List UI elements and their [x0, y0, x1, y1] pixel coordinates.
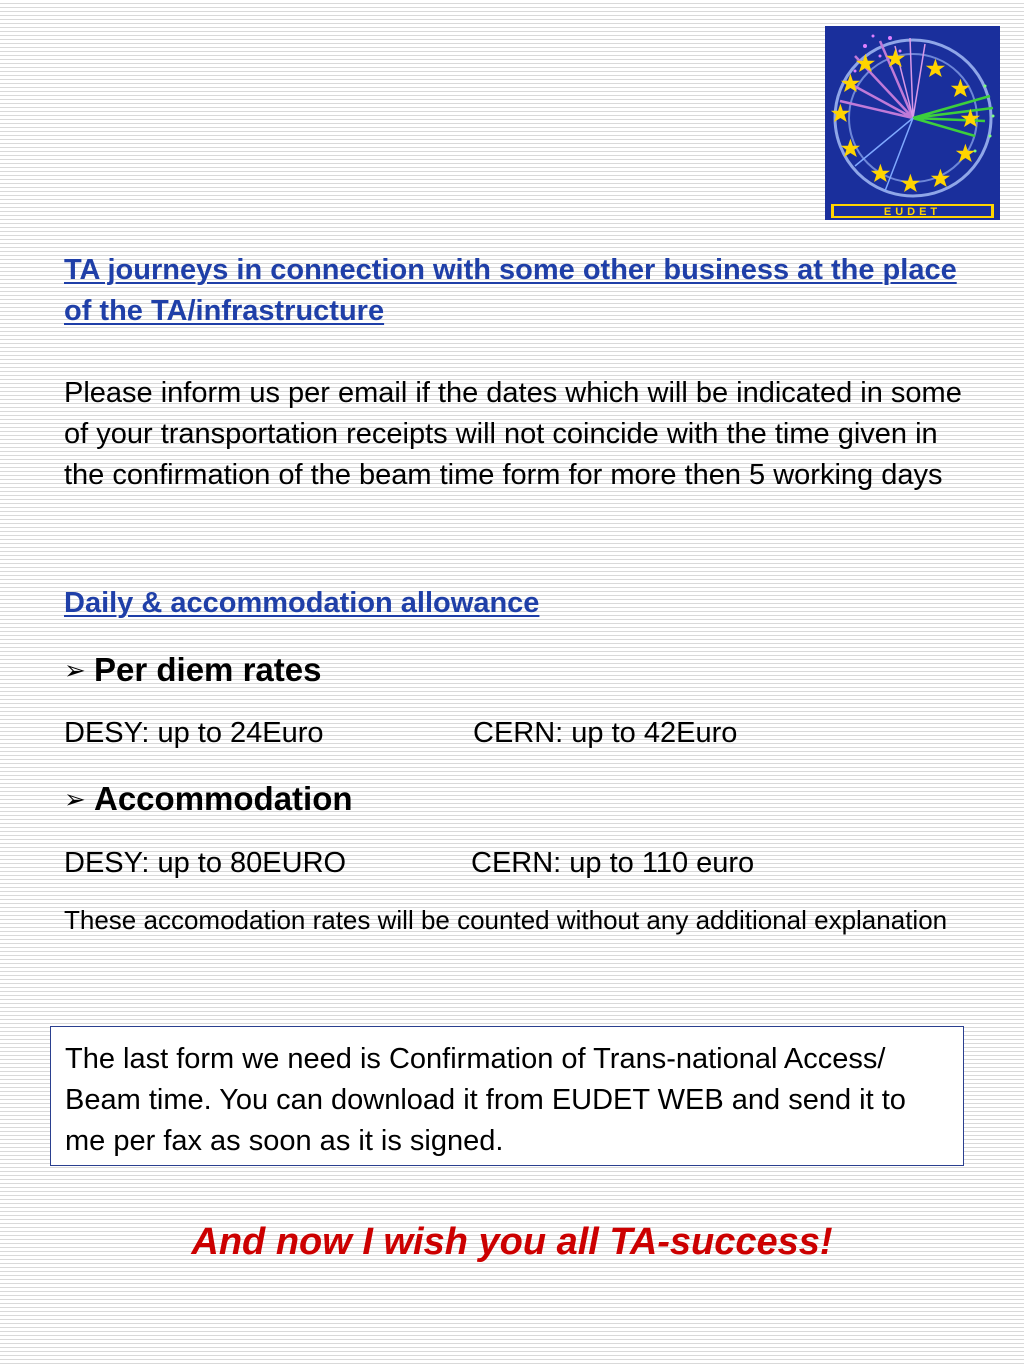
per-diem-desy-rate: DESY: up to 24Euro — [64, 717, 324, 749]
info-box-text: The last form we need is Confirmation of Trans-national Access/ Beam time. You can download it from EUDET WEB and send it to me per fax as soon as it is signed. — [65, 1043, 906, 1157]
section2-title[interactable]: Daily & accommodation allowance — [64, 587, 540, 619]
accommodation-desy-rate: DESY: up to 80EURO — [64, 847, 347, 879]
section1-body: Please inform us per email if the dates which will be indicated in some of your transportation receipts will not coincide with the time given in the confirmation of the beam time form for more then 5 working days — [64, 377, 962, 491]
info-box — [50, 1026, 964, 1166]
arrow-bullet-icon: ➢ — [64, 655, 86, 685]
accommodation-label: Accommodation — [94, 780, 353, 817]
section1-title[interactable]: TA journeys in connection with some other business at the place of the TA/infrastructure — [64, 254, 957, 327]
per-diem-cern-rate: CERN: up to 42Euro — [473, 717, 738, 749]
arrow-bullet-icon: ➢ — [64, 784, 86, 814]
bullet-per-diem — [64, 650, 321, 690]
bullet-accommodation — [64, 779, 353, 819]
logo-text: EUDET — [883, 206, 942, 218]
per-diem-label: Per diem rates — [94, 651, 322, 688]
closing-message: And now I wish you all TA-success! — [191, 1221, 833, 1263]
accommodation-cern-rate: CERN: up to 110 euro — [471, 847, 755, 879]
eudet-logo — [825, 26, 1000, 220]
accommodation-note: These accomodation rates will be counted without any additional explanation — [64, 905, 948, 935]
